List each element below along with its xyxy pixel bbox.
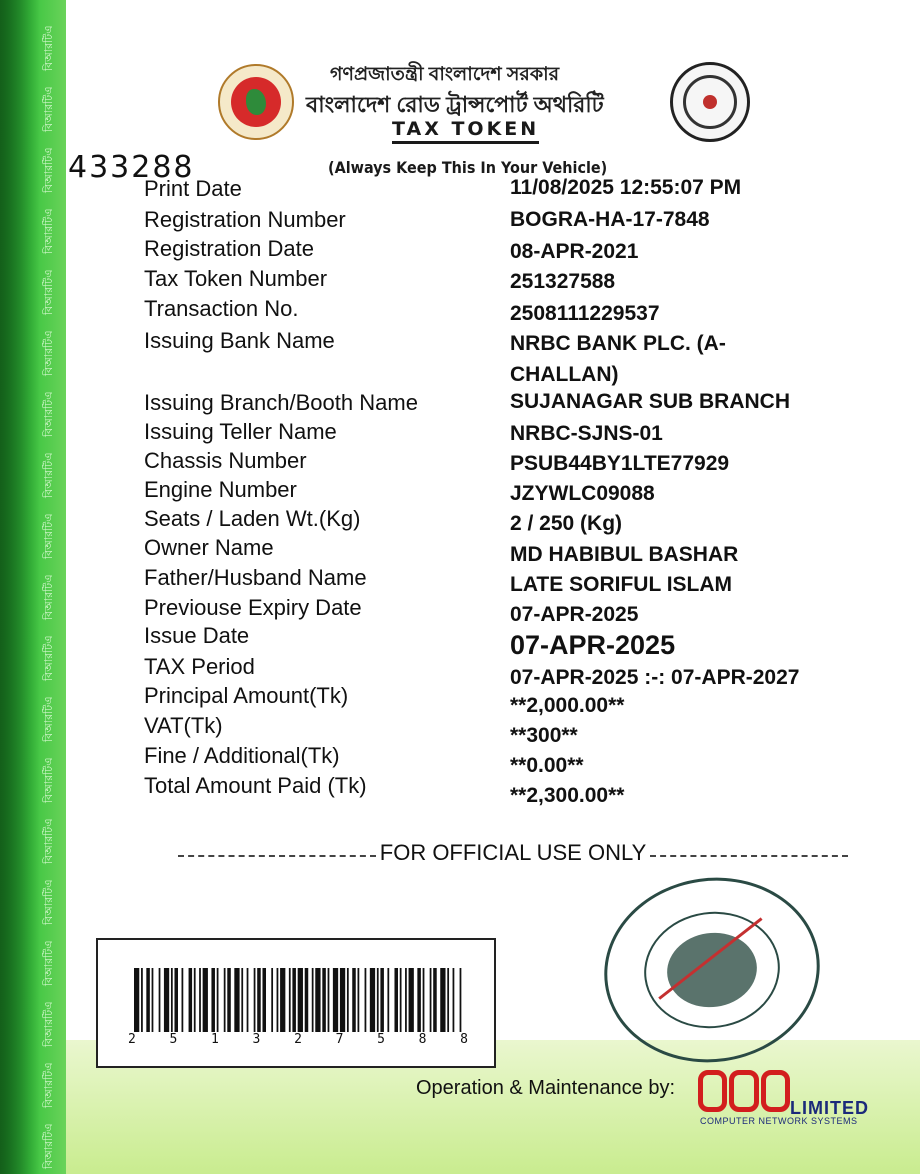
- barcode-bar: [262, 968, 266, 1032]
- barcode-bar: [141, 968, 143, 1032]
- side-strip-word: বিআরটিএ: [43, 513, 55, 559]
- field-value: PSUB44BY1LTE77929: [510, 452, 730, 475]
- field-value-line2: CHALLAN): [510, 363, 619, 386]
- barcode-digit: 2: [294, 1032, 302, 1047]
- barcode-bar: [387, 968, 389, 1032]
- barcode-bar: [298, 968, 303, 1032]
- side-strip-word: বিআরটিএ: [43, 818, 55, 864]
- bangladesh-govt-emblem-icon: [218, 64, 294, 140]
- barcode-digit: 8: [460, 1032, 468, 1047]
- field-label: Print Date: [144, 176, 242, 201]
- serial-number: 433288: [68, 150, 195, 185]
- side-strip-word: বিআরটিএ: [43, 757, 55, 803]
- field-label: Issuing Teller Name: [144, 419, 337, 444]
- side-strip-word: বিআরটিএ: [43, 1062, 55, 1108]
- barcode-digit: 5: [169, 1032, 178, 1047]
- side-strip-word: বিআরটিএ: [43, 86, 55, 132]
- authority-name: বাংলাদেশ রোড ট্রান্সপোর্ট অথরিটি: [306, 92, 604, 117]
- brta-logo-icon: [670, 62, 750, 142]
- barcode-bar: [460, 968, 462, 1032]
- barcode-bar: [277, 968, 279, 1032]
- operation-maintenance-label: Operation & Maintenance by:: [416, 1077, 676, 1099]
- side-strip-word: বিআরটিএ: [43, 330, 55, 376]
- barcode-bar: [417, 968, 421, 1032]
- field-label: Total Amount Paid (Tk): [144, 773, 367, 798]
- official-use-divider: [178, 840, 848, 866]
- field-value: NRBC BANK PLC. (A-: [510, 332, 726, 355]
- side-strip-word: বিআরটিএ: [43, 147, 55, 193]
- field-value: 2508111229537: [510, 302, 660, 325]
- field-value: SUJANAGAR SUB BRANCH: [510, 390, 791, 413]
- barcode-bar: [271, 968, 273, 1032]
- barcode-bar: [370, 968, 375, 1032]
- barcode-bar: [328, 968, 330, 1032]
- barcode-bar: [453, 968, 455, 1032]
- field-value: 11/08/2025 12:55:07 PM: [510, 176, 742, 199]
- barcode-digit: 3: [252, 1032, 261, 1047]
- barcode-bar: [247, 968, 249, 1032]
- cns-logo-icon: [698, 1070, 790, 1112]
- field-label: Owner Name: [144, 535, 274, 560]
- field-label: Chassis Number: [144, 448, 307, 473]
- barcode-digits: [128, 1032, 468, 1047]
- field-label: Issue Date: [144, 623, 250, 648]
- side-strip-word: বিআরটিএ: [43, 696, 55, 742]
- barcode-bar: [333, 968, 338, 1032]
- field-value: 251327588: [510, 270, 616, 293]
- barcode-bar: [159, 968, 161, 1032]
- field-value: LATE SORIFUL ISLAM: [510, 573, 733, 596]
- barcode-bar: [292, 968, 296, 1032]
- document-title: TAX TOKEN: [392, 118, 539, 144]
- field-value: **0.00**: [510, 754, 584, 777]
- field-value: JZYWLC09088: [510, 482, 655, 505]
- government-name: গণপ্রজাতন্ত্রী বাংলাদেশ সরকার: [330, 64, 560, 85]
- barcode-bar: [224, 968, 226, 1032]
- field-label: VAT(Tk): [144, 713, 223, 738]
- barcode-bar: [280, 968, 285, 1032]
- barcode-bar: [430, 968, 432, 1032]
- barcode-bar: [289, 968, 291, 1032]
- barcode-bar: [340, 968, 345, 1032]
- barcode-bar: [171, 968, 173, 1032]
- field-value: NRBC-SJNS-01: [510, 422, 663, 445]
- field-label: Seats / Laden Wt.(Kg): [144, 506, 361, 531]
- field-label: Registration Number: [144, 207, 346, 232]
- field-value: 07-APR-2025 :-: 07-APR-2027: [510, 666, 800, 689]
- field-value: 08-APR-2021: [510, 240, 639, 263]
- paper-curl-shadow: [0, 0, 40, 1174]
- field-label: Father/Husband Name: [144, 565, 367, 590]
- barcode-bar: [377, 968, 379, 1032]
- barcode-bar: [146, 968, 150, 1032]
- barcode-bar: [365, 968, 367, 1032]
- field-label: Fine / Additional(Tk): [144, 743, 340, 768]
- side-strip-word: বিআরটিএ: [43, 25, 55, 71]
- field-label: Transaction No.: [144, 296, 299, 321]
- field-value: **300**: [510, 724, 578, 747]
- barcode-bar: [440, 968, 445, 1032]
- barcode-icon: [132, 968, 462, 1032]
- barcode-bar: [394, 968, 398, 1032]
- field-label: Previouse Expiry Date: [144, 595, 362, 620]
- barcode-bar: [194, 968, 196, 1032]
- side-strip-word: বিআরটিএ: [43, 1001, 55, 1047]
- barcode-bar: [305, 968, 309, 1032]
- field-value: 07-APR-2025: [510, 630, 676, 660]
- barcode-bar: [254, 968, 256, 1032]
- barcode-bar: [227, 968, 231, 1032]
- barcode-bar: [409, 968, 414, 1032]
- side-strip-word: বিআরটিএ: [43, 269, 55, 315]
- barcode-bar: [234, 968, 239, 1032]
- side-strip-word: বিআরটিএ: [43, 391, 55, 437]
- field-label: Engine Number: [144, 477, 297, 502]
- field-label: Issuing Bank Name: [144, 328, 335, 353]
- barcode-bar: [352, 968, 356, 1032]
- barcode-digit: 7: [335, 1032, 344, 1047]
- barcode-digit: 2: [128, 1032, 136, 1047]
- field-value: 07-APR-2025: [510, 603, 639, 626]
- side-strip: [0, 0, 66, 1174]
- barcode-bar: [199, 968, 201, 1032]
- cns-company-subtitle: COMPUTER NETWORK SYSTEMS: [700, 1116, 858, 1126]
- barcode-bar: [423, 968, 425, 1032]
- barcode-bar: [203, 968, 208, 1032]
- side-strip-word: বিআরটিএ: [43, 574, 55, 620]
- field-label: Issuing Branch/Booth Name: [144, 390, 418, 415]
- field-label: Tax Token Number: [144, 266, 328, 291]
- barcode-digit: 5: [377, 1032, 385, 1047]
- barcode-bar: [164, 968, 169, 1032]
- barcode-bar: [241, 968, 243, 1032]
- barcode-bar: [152, 968, 154, 1032]
- barcode-bar: [134, 968, 139, 1032]
- field-label: TAX Period: [144, 654, 255, 679]
- cns-logo: [698, 1070, 868, 1128]
- field-value: **2,300.00**: [510, 784, 625, 807]
- side-strip-word: বিআরটিএ: [43, 452, 55, 498]
- field-value: **2,000.00**: [510, 694, 625, 717]
- side-strip-word: বিআরটিএ: [43, 208, 55, 254]
- barcode-bar: [315, 968, 320, 1032]
- side-strip-word: বিআরটিএ: [43, 940, 55, 986]
- barcode-bar: [358, 968, 360, 1032]
- barcode-bar: [380, 968, 384, 1032]
- field-label: Registration Date: [144, 236, 314, 261]
- barcode-bar: [189, 968, 193, 1032]
- barcode-bar: [312, 968, 314, 1032]
- barcode-bar: [447, 968, 449, 1032]
- side-strip-word: বিআরটিএ: [43, 879, 55, 925]
- barcode-box: [96, 938, 496, 1068]
- barcode-bar: [405, 968, 407, 1032]
- barcode-bar: [182, 968, 184, 1032]
- barcode-bar: [400, 968, 402, 1032]
- barcode-bar: [257, 968, 261, 1032]
- field-value: BOGRA-HA-17-7848: [510, 208, 710, 231]
- official-use-label: FOR OFFICIAL USE ONLY: [379, 840, 647, 865]
- barcode-digit: 1: [211, 1032, 219, 1047]
- barcode-bar: [433, 968, 437, 1032]
- barcode-bar: [347, 968, 349, 1032]
- field-value: 2 / 250 (Kg): [510, 512, 623, 535]
- cns-company-suffix: LIMITED: [790, 1098, 869, 1118]
- side-strip-word: বিআরটিএ: [43, 1123, 55, 1169]
- barcode-bar: [174, 968, 178, 1032]
- barcode-bar: [217, 968, 219, 1032]
- field-label: Principal Amount(Tk): [144, 683, 349, 708]
- barcode-bar: [211, 968, 215, 1032]
- barcode-digit: 8: [418, 1032, 427, 1047]
- field-value: MD HABIBUL BASHAR: [510, 543, 739, 566]
- side-strip-word: বিআরটিএ: [43, 635, 55, 681]
- barcode-bar: [322, 968, 326, 1032]
- keep-in-vehicle-note: (Always Keep This In Your Vehicle): [328, 158, 608, 177]
